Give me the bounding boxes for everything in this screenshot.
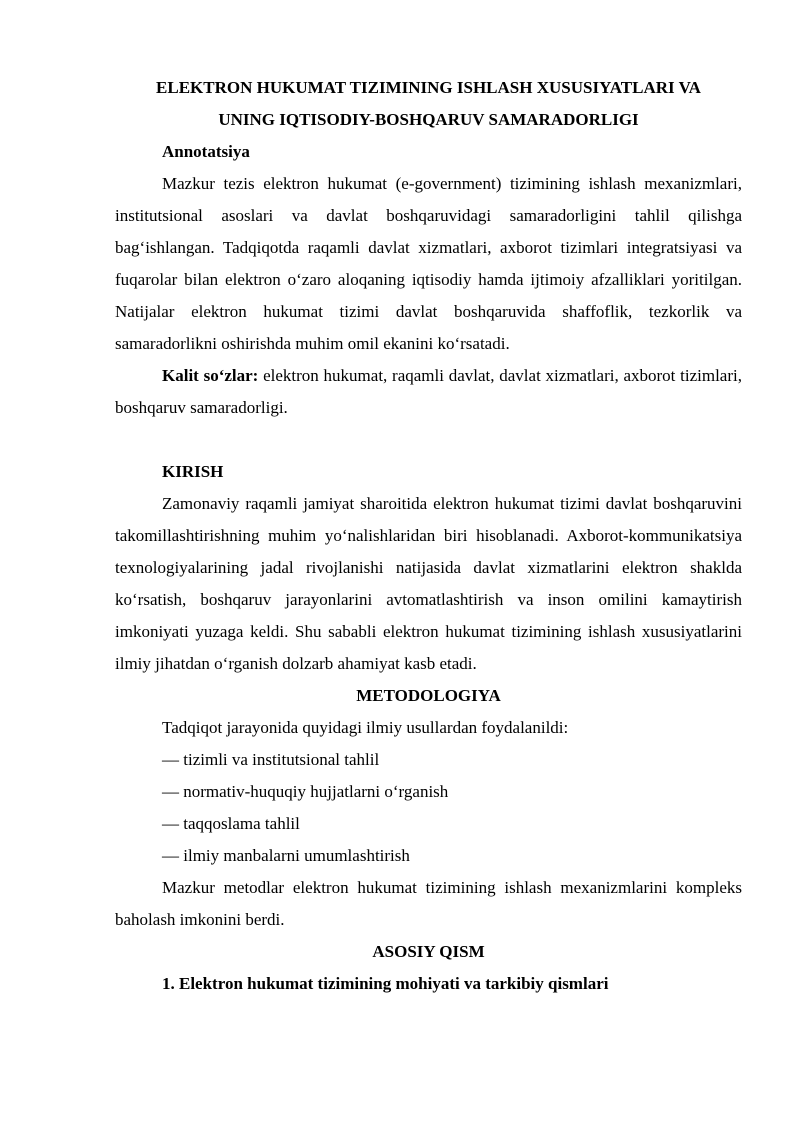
methodology-list-item: — normativ-huquqiy hujjatlarni o‘rganish <box>162 782 449 801</box>
methodology-intro: Tadqiqot jarayonida quyidagi ilmiy usullardan foydalanildi: <box>162 718 569 737</box>
keywords-paragraph <box>115 360 742 424</box>
abstract-heading: Annotatsiya <box>162 142 250 161</box>
keywords-text: elektron hukumat, raqamli davlat, davlat xizmatlari, axborot tizimlari, boshqaruv samaradorligi. <box>115 366 742 417</box>
spacer <box>115 424 742 456</box>
document-title <box>115 72 742 136</box>
main-heading: ASOSIY QISM <box>372 942 485 961</box>
keywords-label: Kalit so‘zlar: <box>162 366 259 385</box>
introduction-heading: KIRISH <box>162 462 224 481</box>
methodology-conclusion: Mazkur metodlar elektron hukumat tizimining ishlash mexanizmlarini kompleks baholash imkonini berdi. <box>115 878 742 929</box>
abstract-text: Mazkur tezis elektron hukumat (e-government) tizimining ishlash mexanizmlari, institutsional asoslari va davlat boshqaruvidagi samaradorligini tahlil qilishga bag‘ishlangan. Tadqiqotda raqamli davlat xizmatlari, axborot tizimlari integratsiyasi va fuqarolar bilan elektron o‘zaro aloqaning iqtisodiy hamda ijtimoiy afzalliklari yoritilgan. Natijalar elektron hukumat tizimi davlat boshqaruvida shaffoflik, tezkorlik va samaradorlikni oshirishda muhim omil ekanini ko‘rsatadi. <box>115 174 742 353</box>
methodology-list-item: — ilmiy manbalarni umumlashtirish <box>162 846 410 865</box>
methodology-heading: METODOLOGIYA <box>356 686 501 705</box>
main-subheading: 1. Elektron hukumat tizimining mohiyati va tarkibiy qismlari <box>162 974 609 993</box>
document-page <box>115 72 742 1000</box>
methodology-list-item: — taqqoslama tahlil <box>162 814 300 833</box>
methodology-list-item: — tizimli va institutsional tahlil <box>162 750 380 769</box>
introduction-text: Zamonaviy raqamli jamiyat sharoitida elektron hukumat tizimi davlat boshqaruvini takomillashtirishning muhim yo‘nalishlaridan biri hisoblanadi. Axborot-kommunikatsiya texnologiyalarining jadal rivojlanishi natijasida davlat xizmatlarini elektron shaklda ko‘rsatish, boshqaruv jarayonlarini avtomatlashtirish va inson omilini kamaytirish imkoniyati yuzaga keldi. Shu sababli elektron hukumat tizimining ishlash xususiyatlarini ilmiy jihatdan o‘rganish dolzarb ahamiyat kasb etadi. <box>115 494 742 673</box>
title-line-1: ELEKTRON HUKUMAT TIZIMINING ISHLASH XUSUSIYATLARI VA <box>156 78 701 97</box>
title-line-2: UNING IQTISODIY-BOSHQARUV SAMARADORLIGI <box>218 110 639 129</box>
